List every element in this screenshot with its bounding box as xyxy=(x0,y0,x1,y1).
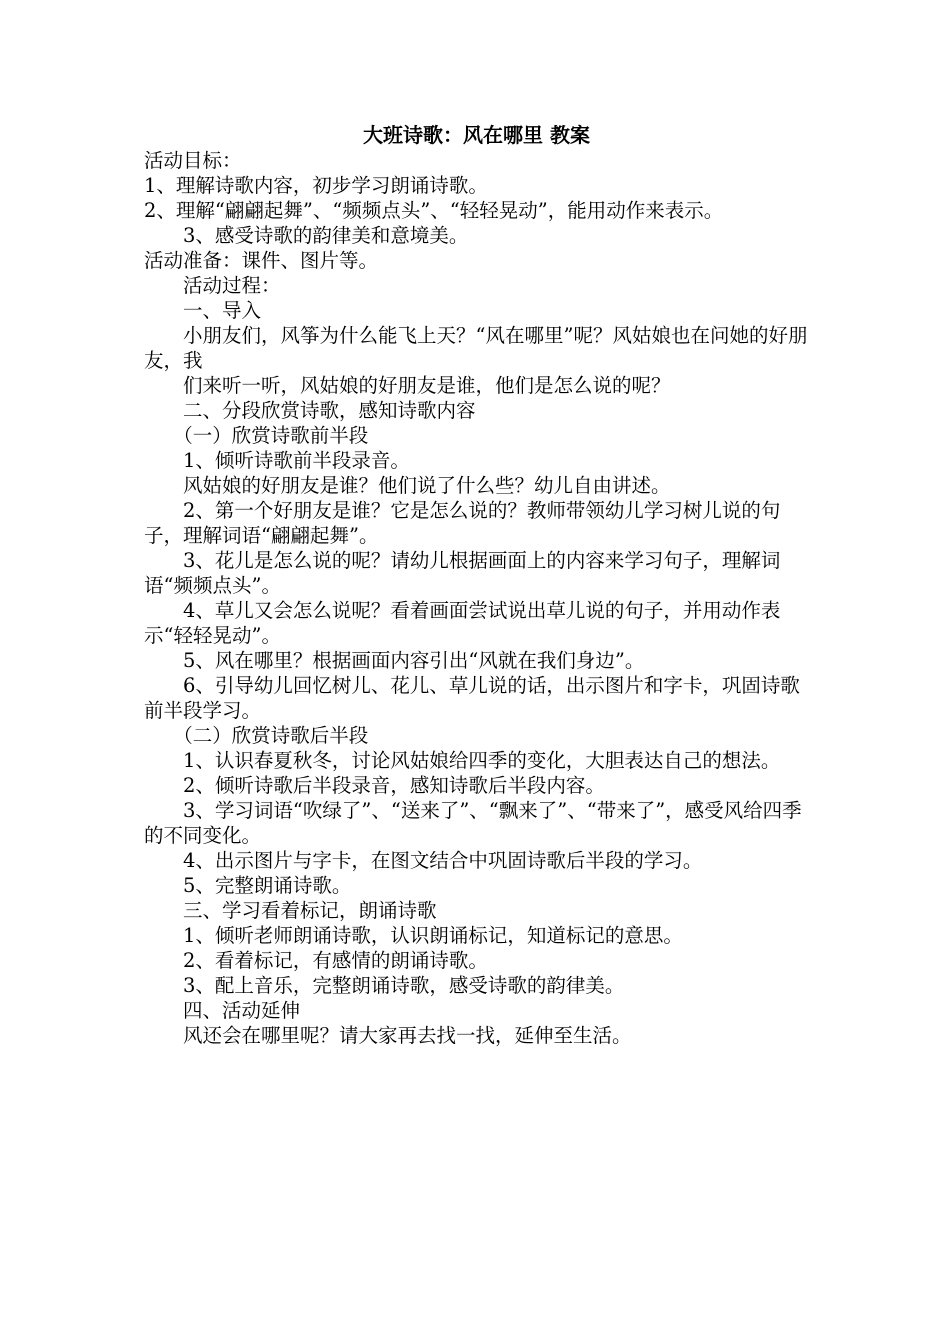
document-title: 大班诗歌：风在哪里 教案 xyxy=(363,123,590,147)
paragraph: 一、导入 xyxy=(183,299,262,322)
paragraph: 小朋友们，风筝为什么能飞上天？“风在哪里”呢？风姑娘也在问她的好朋友，我 xyxy=(144,324,808,372)
paragraph: 5、完整朗诵诗歌。 xyxy=(183,874,352,897)
paragraph: 6、引导幼儿回忆树儿、花儿、草儿说的话，出示图片和字卡，巩固诗歌前半段学习。 xyxy=(144,674,800,722)
paragraph: 2、第一个好朋友是谁？它是怎么说的？教师带领幼儿学习树儿说的句子，理解词语“翩翩起舞”。 xyxy=(144,499,781,547)
paragraph: 风还会在哪里呢？请大家再去找一找，延伸至生活。 xyxy=(183,1024,632,1047)
document-page xyxy=(144,122,809,1048)
paragraph: 1、倾听诗歌前半段录音。 xyxy=(183,449,410,472)
document-body xyxy=(144,148,809,1048)
paragraph: 3、花儿是怎么说的呢？请幼儿根据画面上的内容来学习句子，理解词语“频频点头”。 xyxy=(144,549,781,597)
paragraph: 1、倾听老师朗诵诗歌，认识朗诵标记，知道标记的意思。 xyxy=(183,924,683,947)
paragraph: 3、感受诗歌的韵律美和意境美。 xyxy=(183,224,469,247)
paragraph: （一）欣赏诗歌前半段 xyxy=(173,424,369,447)
paragraph: 1、认识春夏秋冬，讨论风姑娘给四季的变化，大胆表达自己的想法。 xyxy=(183,749,781,772)
paragraph: 活动准备：课件、图片等。 xyxy=(144,249,379,272)
paragraph: 活动目标： xyxy=(144,149,242,172)
paragraph: 1、理解诗歌内容，初步学习朗诵诗歌。 xyxy=(144,174,488,197)
paragraph: 5、风在哪里？根据画面内容引出“风就在我们身边”。 xyxy=(183,649,645,672)
paragraph: 2、看着标记，有感情的朗诵诗歌。 xyxy=(183,949,488,972)
paragraph: 风姑娘的好朋友是谁？他们说了什么些？幼儿自由讲述。 xyxy=(183,474,671,497)
paragraph: 二、分段欣赏诗歌，感知诗歌内容 xyxy=(183,399,476,422)
paragraph: 4、草儿又会怎么说呢？看着画面尝试说出草儿说的句子，并用动作表示“轻轻晃动”。 xyxy=(144,599,781,647)
paragraph: 三、学习看着标记，朗诵诗歌 xyxy=(183,899,437,922)
paragraph: 们来听一听，风姑娘的好朋友是谁，他们是怎么说的呢？ xyxy=(183,374,671,397)
paragraph: 四、活动延伸 xyxy=(183,999,301,1022)
paragraph: 4、出示图片与字卡，在图文结合中巩固诗歌后半段的学习。 xyxy=(183,849,703,872)
paragraph: 3、学习词语“吹绿了”、“送来了”、“飘来了”、“带来了”，感受风给四季的不同变化。 xyxy=(144,799,802,847)
paragraph: 3、配上音乐，完整朗诵诗歌，感受诗歌的韵律美。 xyxy=(183,974,625,997)
paragraph: （二）欣赏诗歌后半段 xyxy=(173,724,369,747)
paragraph: 2、理解“翩翩起舞”、“频频点头”、“轻轻晃动”，能用动作来表示。 xyxy=(144,199,724,222)
paragraph: 活动过程： xyxy=(183,274,281,297)
paragraph: 2、倾听诗歌后半段录音，感知诗歌后半段内容。 xyxy=(183,774,605,797)
